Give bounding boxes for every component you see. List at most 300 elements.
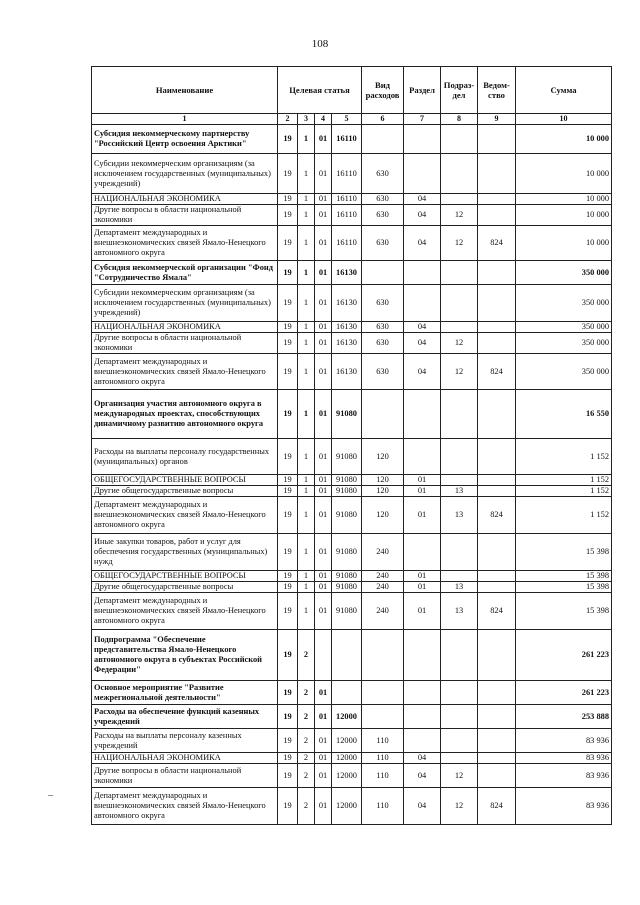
row-name: Организация участия автономного округа в международных проектах, способствующих динамичному развитию автономного округа — [92, 390, 278, 439]
amount: 1 152 — [516, 497, 612, 534]
department-code — [478, 486, 516, 497]
department-code — [478, 333, 516, 354]
subsection — [441, 705, 478, 729]
expense-type: 240 — [362, 582, 404, 593]
subsection: 12 — [441, 226, 478, 261]
target-subprogram: 2 — [298, 630, 315, 681]
row-name: Расходы на выплаты персоналу казенных учреждений — [92, 729, 278, 753]
table-row — [92, 681, 612, 705]
table-row — [92, 497, 612, 534]
target-program: 19 — [278, 261, 298, 285]
amount: 83 936 — [516, 788, 612, 825]
target-program: 19 — [278, 753, 298, 764]
target-activity: 01 — [315, 333, 332, 354]
subsection: 12 — [441, 788, 478, 825]
section: 04 — [404, 322, 441, 333]
target-subprogram: 1 — [298, 125, 315, 154]
expense-type: 240 — [362, 534, 404, 571]
amount: 350 000 — [516, 261, 612, 285]
header-department: Ведом-ство — [478, 67, 516, 114]
target-activity: 01 — [315, 226, 332, 261]
amount: 10 000 — [516, 194, 612, 205]
subsection — [441, 439, 478, 475]
target-direction — [332, 630, 362, 681]
subsection — [441, 390, 478, 439]
target-subprogram: 1 — [298, 439, 315, 475]
row-name: Департамент международных и внешнеэкономических связей Ямало-Ненецкого автономного округа — [92, 226, 278, 261]
table-row — [92, 333, 612, 354]
section — [404, 390, 441, 439]
amount: 350 000 — [516, 354, 612, 390]
table-row — [92, 582, 612, 593]
target-subprogram: 1 — [298, 194, 315, 205]
target-direction: 91080 — [332, 582, 362, 593]
target-program: 19 — [278, 194, 298, 205]
target-activity: 01 — [315, 571, 332, 582]
section: 01 — [404, 486, 441, 497]
target-direction: 12000 — [332, 764, 362, 788]
amount: 350 000 — [516, 322, 612, 333]
subsection: 12 — [441, 764, 478, 788]
row-name: Другие общегосударственные вопросы — [92, 486, 278, 497]
department-code — [478, 630, 516, 681]
amount: 10 000 — [516, 205, 612, 226]
target-direction: 16130 — [332, 261, 362, 285]
target-subprogram: 1 — [298, 322, 315, 333]
amount: 15 398 — [516, 571, 612, 582]
expense-type: 110 — [362, 729, 404, 753]
row-name: Субсидии некоммерческим организациям (за исключением государственных (муниципальных) учреждений) — [92, 154, 278, 194]
expense-type: 630 — [362, 194, 404, 205]
section: 01 — [404, 582, 441, 593]
row-name: Иные закупки товаров, работ и услуг для обеспечения государственных (муниципальных) нужд — [92, 534, 278, 571]
table-row — [92, 705, 612, 729]
target-direction: 16130 — [332, 333, 362, 354]
section: 04 — [404, 788, 441, 825]
target-program: 19 — [278, 333, 298, 354]
department-code — [478, 764, 516, 788]
target-subprogram: 1 — [298, 582, 315, 593]
section: 04 — [404, 354, 441, 390]
amount: 261 223 — [516, 630, 612, 681]
target-program: 19 — [278, 497, 298, 534]
subsection — [441, 125, 478, 154]
amount: 261 223 — [516, 681, 612, 705]
table-row — [92, 486, 612, 497]
amount: 15 398 — [516, 534, 612, 571]
section: 01 — [404, 497, 441, 534]
expense-type: 630 — [362, 322, 404, 333]
target-direction: 91080 — [332, 475, 362, 486]
target-subprogram: 2 — [298, 729, 315, 753]
table-row — [92, 764, 612, 788]
row-name: Другие вопросы в области национальной экономики — [92, 333, 278, 354]
target-program: 19 — [278, 788, 298, 825]
section — [404, 285, 441, 322]
section: 01 — [404, 571, 441, 582]
target-subprogram: 1 — [298, 497, 315, 534]
department-code — [478, 285, 516, 322]
expense-type: 630 — [362, 226, 404, 261]
table-row — [92, 475, 612, 486]
section — [404, 729, 441, 753]
department-code — [478, 753, 516, 764]
section — [404, 681, 441, 705]
expense-type — [362, 390, 404, 439]
target-activity: 01 — [315, 788, 332, 825]
subsection — [441, 154, 478, 194]
target-direction: 12000 — [332, 753, 362, 764]
section — [404, 630, 441, 681]
target-program: 19 — [278, 322, 298, 333]
target-activity: 01 — [315, 582, 332, 593]
target-program: 19 — [278, 439, 298, 475]
row-name: НАЦИОНАЛЬНАЯ ЭКОНОМИКА — [92, 194, 278, 205]
expense-type: 630 — [362, 333, 404, 354]
target-subprogram: 2 — [298, 753, 315, 764]
table-row — [92, 439, 612, 475]
amount: 16 550 — [516, 390, 612, 439]
subsection: 13 — [441, 582, 478, 593]
expense-type: 630 — [362, 354, 404, 390]
table-row — [92, 788, 612, 825]
row-name: НАЦИОНАЛЬНАЯ ЭКОНОМИКА — [92, 322, 278, 333]
target-subprogram: 1 — [298, 354, 315, 390]
header-subsection: Подраз-дел — [441, 67, 478, 114]
department-code — [478, 582, 516, 593]
amount: 1 152 — [516, 439, 612, 475]
amount: 10 000 — [516, 226, 612, 261]
header-target: Целевая статья — [278, 67, 362, 114]
column-number: 4 — [315, 114, 332, 125]
subsection: 13 — [441, 486, 478, 497]
table-row — [92, 226, 612, 261]
table-row — [92, 322, 612, 333]
target-activity: 01 — [315, 390, 332, 439]
amount: 350 000 — [516, 333, 612, 354]
department-code: 824 — [478, 593, 516, 630]
department-code: 824 — [478, 788, 516, 825]
department-code — [478, 729, 516, 753]
expense-type: 630 — [362, 205, 404, 226]
target-direction: 91080 — [332, 439, 362, 475]
subsection — [441, 194, 478, 205]
column-number: 10 — [516, 114, 612, 125]
target-subprogram: 1 — [298, 333, 315, 354]
section: 04 — [404, 205, 441, 226]
target-program: 19 — [278, 205, 298, 226]
column-number: 2 — [278, 114, 298, 125]
target-subprogram: 1 — [298, 486, 315, 497]
target-program: 19 — [278, 354, 298, 390]
target-subprogram: 1 — [298, 205, 315, 226]
subsection — [441, 753, 478, 764]
subsection — [441, 681, 478, 705]
department-code — [478, 475, 516, 486]
subsection — [441, 534, 478, 571]
target-direction: 91080 — [332, 390, 362, 439]
department-code — [478, 390, 516, 439]
row-name: НАЦИОНАЛЬНАЯ ЭКОНОМИКА — [92, 753, 278, 764]
department-code — [478, 154, 516, 194]
target-activity: 01 — [315, 154, 332, 194]
target-direction: 12000 — [332, 705, 362, 729]
target-subprogram: 1 — [298, 226, 315, 261]
subsection: 12 — [441, 333, 478, 354]
table-row — [92, 534, 612, 571]
target-direction: 91080 — [332, 486, 362, 497]
section — [404, 154, 441, 194]
target-activity: 01 — [315, 753, 332, 764]
row-name: Расходы на выплаты персоналу государственных (муниципальных) органов — [92, 439, 278, 475]
department-code — [478, 205, 516, 226]
row-name: Департамент международных и внешнеэкономических связей Ямало-Ненецкого автономного округа — [92, 354, 278, 390]
target-subprogram: 1 — [298, 475, 315, 486]
header-section: Раздел — [404, 67, 441, 114]
subsection — [441, 322, 478, 333]
table-row — [92, 285, 612, 322]
target-program: 19 — [278, 475, 298, 486]
target-subprogram: 2 — [298, 705, 315, 729]
target-direction: 12000 — [332, 788, 362, 825]
target-program: 19 — [278, 630, 298, 681]
section: 04 — [404, 753, 441, 764]
column-number: 6 — [362, 114, 404, 125]
target-direction: 12000 — [332, 729, 362, 753]
target-program: 19 — [278, 729, 298, 753]
target-activity: 01 — [315, 764, 332, 788]
section: 01 — [404, 475, 441, 486]
expense-type: 120 — [362, 497, 404, 534]
table-row — [92, 593, 612, 630]
subsection — [441, 261, 478, 285]
column-number: 3 — [298, 114, 315, 125]
target-program: 19 — [278, 705, 298, 729]
subsection — [441, 475, 478, 486]
row-name: ОБЩЕГОСУДАРСТВЕННЫЕ ВОПРОСЫ — [92, 475, 278, 486]
department-code: 824 — [478, 354, 516, 390]
target-program: 19 — [278, 125, 298, 154]
target-program: 19 — [278, 571, 298, 582]
target-activity: 01 — [315, 125, 332, 154]
table-row — [92, 630, 612, 681]
column-number: 9 — [478, 114, 516, 125]
department-code: 824 — [478, 226, 516, 261]
table-row — [92, 354, 612, 390]
row-name: Другие вопросы в области национальной экономики — [92, 764, 278, 788]
subsection — [441, 571, 478, 582]
target-activity: 01 — [315, 705, 332, 729]
target-program: 19 — [278, 681, 298, 705]
amount: 253 888 — [516, 705, 612, 729]
expense-type — [362, 261, 404, 285]
target-activity: 01 — [315, 593, 332, 630]
row-name: Расходы на обеспечение функций казенных учреждений — [92, 705, 278, 729]
subsection: 13 — [441, 497, 478, 534]
target-program: 19 — [278, 390, 298, 439]
column-number: 7 — [404, 114, 441, 125]
target-activity: 01 — [315, 194, 332, 205]
section — [404, 125, 441, 154]
row-name: ОБЩЕГОСУДАРСТВЕННЫЕ ВОПРОСЫ — [92, 571, 278, 582]
target-direction: 91080 — [332, 593, 362, 630]
table-row — [92, 390, 612, 439]
target-program: 19 — [278, 486, 298, 497]
table-body — [92, 125, 612, 825]
subsection: 13 — [441, 593, 478, 630]
section — [404, 261, 441, 285]
margin-dash: – — [48, 790, 53, 801]
expense-type — [362, 630, 404, 681]
row-name: Департамент международных и внешнеэкономических связей Ямало-Ненецкого автономного округа — [92, 788, 278, 825]
row-name: Субсидия некоммерческой организации "Фонд "Сотрудничество Ямала" — [92, 261, 278, 285]
target-program: 19 — [278, 593, 298, 630]
expense-type: 630 — [362, 285, 404, 322]
target-program: 19 — [278, 226, 298, 261]
expense-type — [362, 705, 404, 729]
target-subprogram: 2 — [298, 764, 315, 788]
expense-type — [362, 125, 404, 154]
target-activity: 01 — [315, 205, 332, 226]
target-subprogram: 2 — [298, 681, 315, 705]
target-activity: 01 — [315, 497, 332, 534]
target-activity: 01 — [315, 475, 332, 486]
target-subprogram: 1 — [298, 390, 315, 439]
target-subprogram: 1 — [298, 285, 315, 322]
expense-type — [362, 681, 404, 705]
target-activity: 01 — [315, 354, 332, 390]
expense-type: 110 — [362, 753, 404, 764]
target-direction: 16110 — [332, 154, 362, 194]
target-activity: 01 — [315, 729, 332, 753]
target-direction: 16130 — [332, 354, 362, 390]
department-code: 824 — [478, 497, 516, 534]
table-row — [92, 194, 612, 205]
target-activity: 01 — [315, 322, 332, 333]
amount: 1 152 — [516, 475, 612, 486]
department-code — [478, 439, 516, 475]
target-direction: 16110 — [332, 194, 362, 205]
subsection — [441, 285, 478, 322]
header-expense-type: Вид расходов — [362, 67, 404, 114]
table-row — [92, 729, 612, 753]
header-name: Наименование — [92, 67, 278, 114]
amount: 83 936 — [516, 753, 612, 764]
table-header — [92, 67, 612, 125]
expense-type: 240 — [362, 593, 404, 630]
amount: 1 152 — [516, 486, 612, 497]
expense-type: 120 — [362, 475, 404, 486]
subsection — [441, 630, 478, 681]
target-direction: 16110 — [332, 125, 362, 154]
department-code — [478, 571, 516, 582]
amount: 15 398 — [516, 593, 612, 630]
target-program: 19 — [278, 154, 298, 194]
target-direction — [332, 681, 362, 705]
department-code — [478, 534, 516, 571]
row-name: Департамент международных и внешнеэкономических связей Ямало-Ненецкого автономного округа — [92, 497, 278, 534]
department-code — [478, 705, 516, 729]
department-code — [478, 261, 516, 285]
department-code — [478, 322, 516, 333]
section — [404, 534, 441, 571]
target-program: 19 — [278, 582, 298, 593]
expense-type: 110 — [362, 764, 404, 788]
row-name: Подпрограмма "Обеспечение представительства Ямало-Ненецкого автономного округа в субъектах Российской Федерации" — [92, 630, 278, 681]
expense-type: 110 — [362, 788, 404, 825]
column-number: 1 — [92, 114, 278, 125]
table-row — [92, 154, 612, 194]
expense-type: 120 — [362, 439, 404, 475]
target-activity — [315, 630, 332, 681]
target-direction: 91080 — [332, 534, 362, 571]
subsection — [441, 729, 478, 753]
target-subprogram: 1 — [298, 534, 315, 571]
department-code — [478, 125, 516, 154]
header-amount: Сумма — [516, 67, 612, 114]
row-name: Другие вопросы в области национальной экономики — [92, 205, 278, 226]
page-number: 108 — [311, 38, 329, 50]
target-activity: 01 — [315, 681, 332, 705]
table-row — [92, 571, 612, 582]
section — [404, 705, 441, 729]
target-direction: 16130 — [332, 285, 362, 322]
amount: 83 936 — [516, 764, 612, 788]
expense-type: 120 — [362, 486, 404, 497]
section: 04 — [404, 226, 441, 261]
target-program: 19 — [278, 764, 298, 788]
target-subprogram: 2 — [298, 788, 315, 825]
target-program: 19 — [278, 285, 298, 322]
amount: 15 398 — [516, 582, 612, 593]
amount: 10 000 — [516, 125, 612, 154]
target-direction: 16130 — [332, 322, 362, 333]
table-row — [92, 261, 612, 285]
target-program: 19 — [278, 534, 298, 571]
column-number: 5 — [332, 114, 362, 125]
target-direction: 16110 — [332, 226, 362, 261]
department-code — [478, 681, 516, 705]
target-activity: 01 — [315, 439, 332, 475]
target-direction: 91080 — [332, 497, 362, 534]
column-numbers-row — [92, 114, 612, 125]
target-subprogram: 1 — [298, 571, 315, 582]
row-name: Другие общегосударственные вопросы — [92, 582, 278, 593]
section: 04 — [404, 333, 441, 354]
amount: 350 000 — [516, 285, 612, 322]
amount: 83 936 — [516, 729, 612, 753]
section: 04 — [404, 764, 441, 788]
subsection: 12 — [441, 205, 478, 226]
expense-type: 630 — [362, 154, 404, 194]
row-name: Департамент международных и внешнеэкономических связей Ямало-Ненецкого автономного округа — [92, 593, 278, 630]
department-code — [478, 194, 516, 205]
target-direction: 91080 — [332, 571, 362, 582]
expense-type: 240 — [362, 571, 404, 582]
target-activity: 01 — [315, 534, 332, 571]
target-subprogram: 1 — [298, 261, 315, 285]
target-activity: 01 — [315, 261, 332, 285]
section: 01 — [404, 593, 441, 630]
target-activity: 01 — [315, 285, 332, 322]
amount: 10 000 — [516, 154, 612, 194]
column-number: 8 — [441, 114, 478, 125]
target-direction: 16110 — [332, 205, 362, 226]
table-row — [92, 125, 612, 154]
table-row — [92, 753, 612, 764]
section: 04 — [404, 194, 441, 205]
target-subprogram: 1 — [298, 593, 315, 630]
